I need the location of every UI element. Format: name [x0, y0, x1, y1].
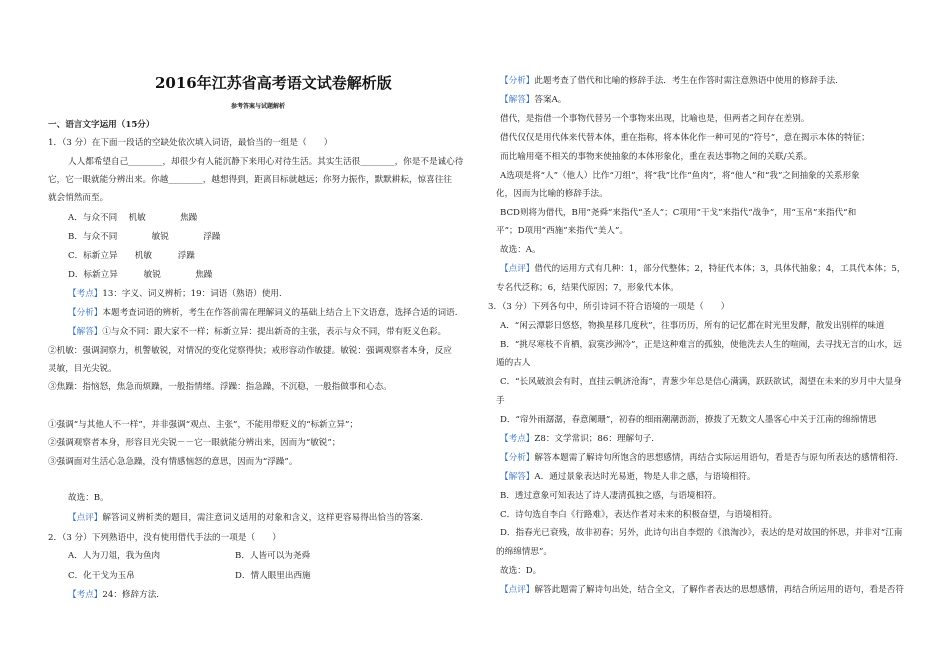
q2-jieda-line: 借代仅仅是用代体来代替本体，重在指称，将本体化作一种可见的“符号”，意在揭示本体的特征；: [500, 133, 870, 143]
q2-answer: 故选：A。: [500, 245, 541, 255]
q2-kaodian: [68, 590, 159, 601]
dianping-tag: 【点评】: [500, 585, 535, 595]
page-subtitle: 参考答案与试题解析: [231, 103, 286, 110]
kaodian-text: 24：修辞方法.: [102, 590, 160, 600]
q1-jieda: [68, 327, 446, 338]
q3-jieda-line: C．诗句选自李白《行路难》，表达作者对未来的积极奋望，与语境相符。: [500, 510, 778, 520]
q2-jieda-line: 平”；D项用“西施”来指代“美人”。: [496, 226, 628, 236]
q3-dianping: [500, 585, 904, 596]
q1-option: A．与众不同 机敏 焦躁: [68, 213, 198, 223]
q1-stem: 1．（3 分）在下面一段话的空缺处依次填入词语，最恰当的一组是（ ）: [48, 138, 333, 148]
page-title: 2016年江苏省高考语文试卷解析版: [155, 74, 392, 92]
q3-jieda-line: B．透过意象可知表达了诗人凄清孤独之感，与语境相符。: [500, 491, 722, 501]
jieda-text: A．通过景象表达时光易逝，物是人非之感，与语境相符。: [534, 472, 756, 482]
fenxi-tag: 【分析】: [68, 308, 103, 318]
q1-reason-line: ①强调“与其他人不一样”，并非强调“观点、主张”，不能用带贬义的“标新立异”；: [48, 420, 358, 430]
q3-answer: 故选：D。: [500, 566, 542, 576]
q1-option: B．与众不同 敏锐 浮躁: [68, 232, 221, 242]
q2-option: D．情人眼里出西施: [235, 571, 311, 581]
fenxi-text: 解答本题需了解诗句所饱含的思想感情，再结合实际运用语句，看是否与原句所表达的感情相符.: [534, 453, 899, 463]
q3-jieda-line: D．指春光已衰残，故非初春；另外，此诗句出自李煜的《浪淘沙》，表达的是对故国的怀思，并非对“江南: [500, 528, 903, 538]
q2-option: C．化干戈为玉帛: [68, 571, 135, 581]
q1-jieda-line: ②机敏：强调洞察力，机警敏锐，对情况的变化觉察得快；戒形容动作敏捷。敏锐：强调观察者本身，反应: [48, 346, 452, 356]
q3-option-cont: 手: [496, 396, 505, 406]
q1-passage-line: 人人都希望自己________，却很少有人能沉静下来用心对待生活。其实生活很________，你是不是诚心待: [68, 157, 464, 167]
jieda-text: ①与众不同：跟大家不一样；标新立异：提出新奇的主张，表示与众不同，带有贬义色彩。: [102, 327, 447, 337]
dianping-tag: 【点评】: [68, 513, 103, 523]
dianping-tag: 【点评】: [500, 264, 535, 274]
q3-jieda-line: 的绵绵情思”。: [496, 547, 552, 557]
fenxi-tag: 【分析】: [500, 76, 535, 86]
q3-option: B．“挑尽寒枝不肯栖，寂寞沙洲冷”，正是这种难言的孤独，使他洗去人生的喧闹，去寻找无言的山水，远: [500, 340, 902, 350]
jieda-tag: 【解答】: [68, 327, 103, 337]
q3-option: C．“长风破浪会有时，直挂云帆济沧海”，青葱少年总是信心满满，跃跃欲试，渴望在未来的岁月中大显身: [500, 377, 903, 387]
q1-passage-line: 就会悄然而至。: [48, 193, 109, 203]
q2-jieda-line: BCD则将为借代，B用“尧舜”来指代“圣人”；C项用“干戈”来指代“战争”，用“玉帛”来指代“和: [500, 208, 857, 218]
jieda-tag: 【解答】: [500, 472, 535, 482]
dianping-text: 借代的运用方式有几种：1，部分代整体；2，特征代本体；3，具体代抽象；4，工具代本体；5，: [534, 264, 906, 274]
jieda-tag: 【解答】: [500, 95, 535, 105]
kaodian-tag: 【考点】: [68, 590, 103, 600]
q1-dianping: [68, 513, 423, 524]
q1-option: C．标新立异 机敏 浮躁: [68, 251, 195, 261]
section-heading: 一、语言文字运用（15分）: [48, 120, 155, 130]
q1-kaodian: [68, 289, 282, 300]
q3-kaodian: [500, 434, 654, 445]
q3-option-cont: 遁的古人: [496, 358, 531, 368]
q1-jieda-line: ③焦躁：指恼怒，焦急而烦躁，一般指情绪。浮躁：指急躁，不沉稳，一般指做事和心态。: [48, 382, 392, 392]
q1-fenxi: [68, 308, 457, 319]
q3-fenxi: [500, 453, 898, 464]
kaodian-tag: 【考点】: [500, 434, 535, 444]
q1-reason-line: ③强调面对生活心急急躁，没有情感恼怒的意思，因而为“浮躁”。: [48, 457, 298, 467]
q1-reason-line: ②强调观察者本身，形容目光尖锐－－它一眼就能分辨出来，因而为“敏锐”；: [48, 438, 341, 448]
dianping-text: 解答此题需了解诗句出处，结合全文，了解作者表达的思想感情，再结合所运用的语句，看是否符: [534, 585, 904, 595]
kaodian-tag: 【考点】: [68, 289, 103, 299]
fenxi-text: 本题考查词语的辨析，考生在作答前需在理解词义的基础上结合上下文语意，选择合适的词语.: [102, 308, 458, 318]
q2-jieda: [500, 95, 566, 106]
q2-option: A．人为刀俎，我为鱼肉: [68, 551, 161, 561]
fenxi-tag: 【分析】: [500, 453, 535, 463]
q2-fenxi: [500, 76, 838, 87]
dianping-text: 解答词义辨析类的题目，需注意词义适用的对象和含义，这样更容易得出恰当的答案.: [102, 513, 424, 523]
q1-passage-line: 它，它一眼就能分辨出来。你越________，越想得到，距离目标就越远；你努力振作，默默耕耘，惊喜往往: [48, 175, 452, 185]
q3-option: D．“帘外雨潺潺，春意阑珊”，初春的细雨潮潮沥沥，撩拨了无数文人墨客心中关于江南的绵绵情思: [500, 415, 877, 425]
kaodian-text: 13：字义、词义辨析；19：词语（熟语）使用.: [102, 289, 282, 299]
q2-jieda-line: A选项是将“人”（他人）比作“刀组”，将“我”比作“鱼肉”，将“他人”和“我”之间抽象的关系形象: [500, 171, 860, 181]
jieda-text: 答案A。: [534, 95, 567, 105]
q1-answer: 故选：B。: [68, 493, 109, 503]
q1-jieda-line: 灵敏，目光尖锐。: [48, 364, 117, 374]
q2-stem: 2．（3 分）下列熟语中，没有使用借代手法的一项是（ ）: [48, 533, 281, 543]
q2-dianping: [500, 264, 905, 275]
q2-jieda-line: 化，因而为比喻的修辞手法。: [496, 189, 608, 199]
q3-jieda: [500, 472, 755, 483]
q1-option: D．标新立异 敏锐 焦躁: [68, 270, 213, 280]
q2-jieda-line: 而比喻用毫不相关的事物来使抽象的本体形象化，重在表达事物之间的关联/关系。: [500, 152, 813, 162]
q2-option: B．人皆可以为尧舜: [235, 551, 311, 561]
kaodian-text: Z8：文学常识；86：理解句子.: [534, 434, 655, 444]
q2-jieda-line: 借代，是指借一个事物代替另一个事物来出现，比喻也是，但两者之间存在差别。: [500, 114, 810, 124]
q3-option: A．“闲云潭影日悠悠，物换星移几度秋”，往事历历，所有的记忆都在时光里发酵，散发出别样的味道: [500, 321, 885, 331]
fenxi-text: 此题考查了借代和比喻的修辞手法．考生在作答时需注意熟语中使用的修辞手法.: [534, 76, 838, 86]
q2-dianping-line: 专名代泛称；6，结果代原因；7，形象代本体。: [496, 283, 679, 293]
q3-stem: 3．（3 分）下列各句中，所引诗词不符合语境的一项是（ ）: [488, 302, 730, 312]
